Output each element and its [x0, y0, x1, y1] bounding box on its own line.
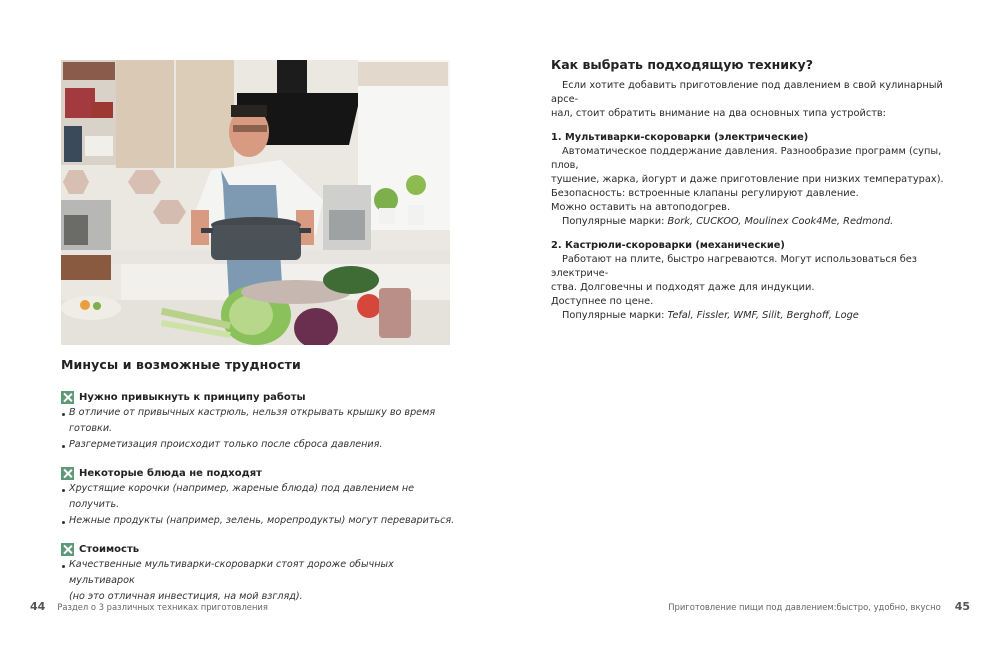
kitchen-photo [61, 60, 450, 345]
con-item [61, 541, 461, 605]
intro-line: нал, стоит обратить внимание на два основных типа устройств: [551, 108, 886, 119]
con-bullet: Разгерметизация происходит только после сброса давления. [61, 437, 461, 453]
con-bullet: Хрустящие корочки (например, жареные блюда) под давлением не получить. [61, 481, 461, 513]
brands-label: Популярные марки: [562, 216, 665, 227]
type-line: ства. Долговечны и подходят даже для индукции. [551, 282, 815, 293]
page-number: 45 [954, 600, 970, 613]
con-bullet: В отличие от привычных кастрюль, нельзя открывать крышку во время готовки. [61, 405, 461, 437]
con-bullet: Нежные продукты (например, зелень, морепродукты) могут перевариться. [61, 513, 461, 529]
con-bullet: Качественные мультиварки-скороварки стоят дороже обычных мультиварок [61, 557, 461, 589]
type-line: Работают на плите, быстро нагреваются. Могут использоваться без электриче- [551, 254, 918, 279]
con-title: Нужно привыкнуть к принципу работы [79, 391, 306, 403]
running-footer-text: Приготовление пищи под давлением:быстро, удобно, вкусно [668, 601, 941, 612]
cons-list [61, 389, 461, 617]
page-number: 44 [30, 600, 46, 613]
intro-line: Если хотите добавить приготовление под давлением в свой кулинарный арсе- [551, 80, 943, 105]
type-line: тушение, жарка, йогурт и даже приготовление при низких температурах). [551, 174, 944, 185]
con-bullet-continuation: (но это отличная инвестиция, на мой взгляд). [69, 591, 303, 602]
running-footer-text: Раздел о 3 различных техниках приготовления [57, 601, 268, 612]
brands-line [551, 215, 951, 229]
brands-label: Популярные марки: [562, 310, 665, 321]
type-line: Можно оставить на автоподогрев. [551, 202, 731, 213]
x-mark-icon [61, 543, 74, 556]
x-mark-icon [61, 467, 74, 480]
type-line: Безопасность: встроенные клапаны регулируют давление. [551, 188, 859, 199]
type-line: Автоматическое поддержание давления. Разнообразие программ (супы, плов, [551, 146, 942, 171]
type-heading: 2. Кастрюли-скороварки (механические) [551, 240, 785, 251]
footer-right [668, 600, 970, 613]
brands-list: Tefal, Fissler, WMF, Silit, Berghoff, Loge [667, 310, 859, 321]
con-item [61, 465, 461, 529]
section-title: Как выбрать подходящую технику? [551, 57, 813, 72]
brands-line [551, 309, 951, 323]
footer-left [30, 600, 268, 613]
brands-list: Bork, CUCKOO, Moulinex Cook4Me, Redmond. [667, 216, 894, 227]
kitchen-photo-illustration [61, 60, 450, 345]
con-item [61, 389, 461, 453]
x-mark-icon [61, 391, 74, 404]
right-page-content [551, 57, 951, 323]
con-title: Стоимость [79, 543, 140, 555]
type-line: Доступнее по цене. [551, 296, 654, 307]
cons-section-title: Минусы и возможные трудности [61, 357, 301, 372]
type-heading: 1. Мультиварки-скороварки (электрические) [551, 132, 809, 143]
con-title: Некоторые блюда не подходят [79, 467, 262, 479]
